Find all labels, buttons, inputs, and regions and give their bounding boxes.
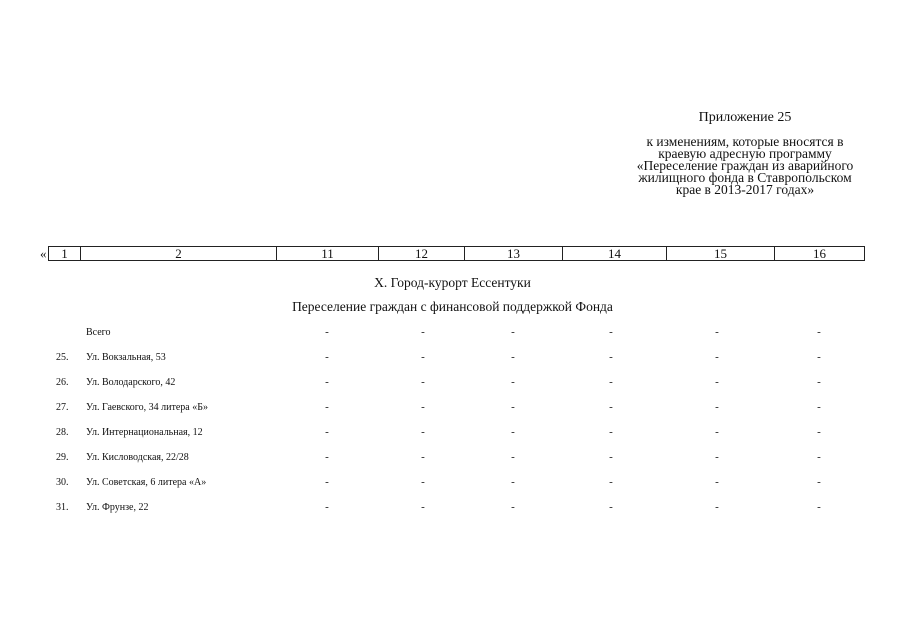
row-value-col16: - — [817, 451, 821, 463]
row-value-col15: - — [715, 326, 719, 338]
appendix-line: жилищного фонда в Ставропольском — [638, 170, 852, 185]
header-cell: 14 — [563, 247, 667, 261]
row-value-col11: - — [325, 451, 329, 463]
table-open-quote: « — [40, 246, 47, 261]
row-value-col14: - — [609, 501, 613, 513]
row-number: 28. — [56, 427, 69, 438]
row-value-col12: - — [421, 476, 425, 488]
row-value-col13: - — [511, 451, 515, 463]
row-value-col15: - — [715, 476, 719, 488]
row-number: 30. — [56, 477, 69, 488]
row-value-col16: - — [817, 351, 821, 363]
row-value-col14: - — [609, 326, 613, 338]
row-value-col13: - — [511, 476, 515, 488]
appendix-line: краевую адресную программу — [658, 146, 832, 161]
row-address: Всего — [86, 327, 111, 338]
column-number-header — [48, 246, 865, 261]
row-number: 25. — [56, 352, 69, 363]
row-value-col13: - — [511, 426, 515, 438]
row-value-col12: - — [421, 326, 425, 338]
table-row — [0, 472, 905, 497]
row-value-col15: - — [715, 426, 719, 438]
row-address: Ул. Володарского, 42 — [86, 377, 176, 388]
row-value-col15: - — [715, 351, 719, 363]
header-cell: 16 — [775, 247, 865, 261]
row-value-col16: - — [817, 326, 821, 338]
section-subheading: Переселение граждан с финансовой поддержкой Фонда — [292, 299, 613, 314]
row-address: Ул. Гаевского, 34 литера «Б» — [86, 402, 208, 413]
row-number: 27. — [56, 402, 69, 413]
row-value-col16: - — [817, 501, 821, 513]
address-list — [0, 322, 905, 522]
row-value-col15: - — [715, 501, 719, 513]
table-row — [0, 372, 905, 397]
row-address: Ул. Фрунзе, 22 — [86, 502, 149, 513]
row-address: Ул. Интернациональная, 12 — [86, 427, 203, 438]
appendix-block — [600, 112, 890, 196]
row-value-col16: - — [817, 401, 821, 413]
row-value-col12: - — [421, 426, 425, 438]
row-value-col11: - — [325, 326, 329, 338]
header-cell: 15 — [667, 247, 775, 261]
header-cell: 11 — [277, 247, 379, 261]
table-row — [0, 497, 905, 522]
table-row — [0, 397, 905, 422]
row-value-col11: - — [325, 351, 329, 363]
appendix-line: крае в 2013-2017 годах» — [675, 182, 815, 197]
row-value-col12: - — [421, 451, 425, 463]
row-value-col11: - — [325, 501, 329, 513]
row-value-col14: - — [609, 426, 613, 438]
row-value-col12: - — [421, 351, 425, 363]
section-heading: X. Город-курорт Ессентуки — [374, 275, 531, 290]
appendix-line: «Переселение граждан из аварийного — [636, 158, 854, 173]
row-value-col11: - — [325, 426, 329, 438]
appendix-line: к изменениям, которые вносятся в — [646, 134, 844, 149]
row-value-col16: - — [817, 426, 821, 438]
row-value-col11: - — [325, 401, 329, 413]
row-value-col14: - — [609, 451, 613, 463]
row-value-col15: - — [715, 451, 719, 463]
row-value-col12: - — [421, 501, 425, 513]
row-number: 31. — [56, 502, 69, 513]
table-row — [0, 447, 905, 472]
row-value-col11: - — [325, 476, 329, 488]
row-value-col16: - — [817, 376, 821, 388]
row-value-col16: - — [817, 476, 821, 488]
table-row — [0, 347, 905, 372]
table-row — [0, 322, 905, 347]
header-cell: 2 — [81, 247, 277, 261]
row-value-col14: - — [609, 476, 613, 488]
row-value-col15: - — [715, 401, 719, 413]
header-cell: 12 — [379, 247, 465, 261]
table-row — [0, 422, 905, 447]
row-number: 29. — [56, 452, 69, 463]
row-value-col14: - — [609, 376, 613, 388]
row-value-col12: - — [421, 401, 425, 413]
header-cell: 1 — [49, 247, 81, 261]
row-value-col13: - — [511, 501, 515, 513]
appendix-title: Приложение 25 — [698, 110, 792, 125]
row-value-col13: - — [511, 351, 515, 363]
row-value-col14: - — [609, 351, 613, 363]
header-row — [49, 247, 865, 261]
row-number: 26. — [56, 377, 69, 388]
row-address: Ул. Советская, 6 литера «А» — [86, 477, 207, 488]
row-address: Ул. Вокзальная, 53 — [86, 352, 166, 363]
row-value-col13: - — [511, 401, 515, 413]
row-value-col13: - — [511, 326, 515, 338]
row-value-col13: - — [511, 376, 515, 388]
row-value-col11: - — [325, 376, 329, 388]
row-value-col15: - — [715, 376, 719, 388]
row-address: Ул. Кисловодская, 22/28 — [86, 452, 189, 463]
row-value-col14: - — [609, 401, 613, 413]
header-cell: 13 — [465, 247, 563, 261]
row-value-col12: - — [421, 376, 425, 388]
